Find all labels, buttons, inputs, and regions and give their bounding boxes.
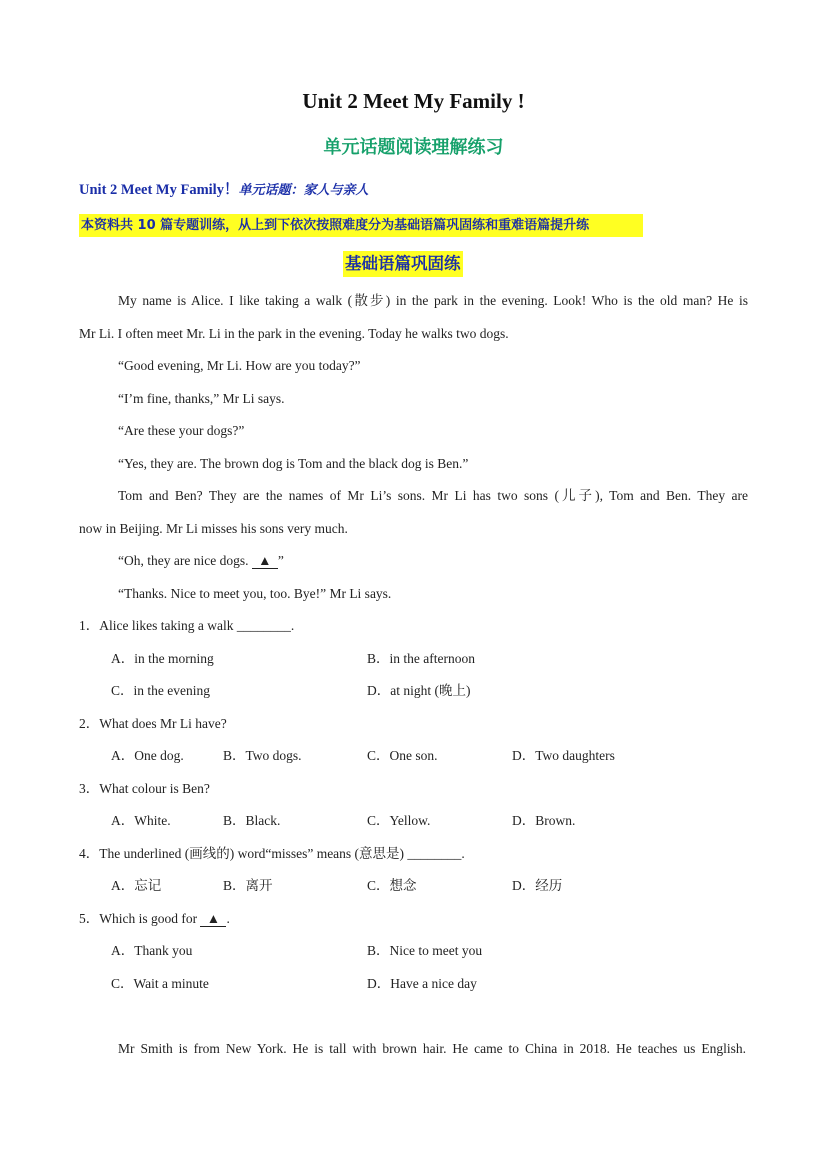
question-stem: 4．The underlined (画线的) word“misses” means (意思是) ________. xyxy=(79,846,465,861)
answer-blank[interactable]: ▲ xyxy=(200,912,226,927)
section-heading: 基础语篇巩固练 xyxy=(343,251,463,277)
document-subtitle: 单元话题阅读理解练习 xyxy=(323,137,504,158)
dialogue-line xyxy=(118,551,284,571)
option-b[interactable]: B．离开 xyxy=(223,878,273,893)
unit-topic-line xyxy=(79,178,368,199)
option-a[interactable]: A．Thank you xyxy=(111,943,193,958)
option-d[interactable]: D．Brown. xyxy=(512,813,576,828)
answer-blank[interactable]: ▲ xyxy=(252,554,278,569)
question-stem xyxy=(79,909,230,929)
option-d[interactable]: D．at night (晚上) xyxy=(367,683,471,698)
option-d[interactable]: D．Have a nice day xyxy=(367,976,477,991)
passage-line: Mr Li. I often meet Mr. Li in the park in the evening. Today he walks two dogs. xyxy=(79,326,509,341)
option-d[interactable]: D．Two daughters xyxy=(512,748,615,763)
dialogue-line: “I’m fine, thanks,” Mr Li says. xyxy=(118,391,285,406)
dialogue-line: “Are these your dogs?” xyxy=(118,423,245,438)
unit-topic-cn: 单元话题：家人与亲人 xyxy=(238,183,369,198)
unit-topic-en: Unit 2 Meet My Family！ xyxy=(79,182,239,198)
option-c[interactable]: C．想念 xyxy=(367,878,417,893)
option-d[interactable]: D．经历 xyxy=(512,878,563,893)
option-b[interactable]: B．Black. xyxy=(223,813,281,828)
dialogue-text: ” xyxy=(277,553,284,568)
highlighted-note: 本资料共 10 篇专题训练，从上到下依次按照难度分为基础语篇巩固练和重难语篇提升练 xyxy=(79,214,643,237)
dialogue-line: “Yes, they are. The brown dog is Tom and the black dog is Ben.” xyxy=(118,456,469,471)
question-text: . xyxy=(226,911,230,926)
passage-line: Mr Smith is from New York. He is tall with brown hair. He came to China in 2018. He teaches us English. xyxy=(118,1041,746,1056)
document-title: Unit 2 Meet My Family ! xyxy=(302,89,525,113)
option-a[interactable]: A．One dog. xyxy=(111,748,184,763)
question-stem: 3．What colour is Ben? xyxy=(79,781,210,796)
option-b[interactable]: B．in the afternoon xyxy=(367,651,475,666)
option-a[interactable]: A．忘记 xyxy=(111,878,162,893)
passage-line: Tom and Ben? They are the names of Mr Li’s sons. Mr Li has two sons (儿子), Tom and Ben. They are xyxy=(118,488,748,503)
option-c[interactable]: C．Yellow. xyxy=(367,813,431,828)
option-b[interactable]: B．Two dogs. xyxy=(223,748,302,763)
option-a[interactable]: A．in the morning xyxy=(111,651,214,666)
option-b[interactable]: B．Nice to meet you xyxy=(367,943,483,958)
option-c[interactable]: C．One son. xyxy=(367,748,438,763)
option-a[interactable]: A．White. xyxy=(111,813,171,828)
question-stem: 1．Alice likes taking a walk ________. xyxy=(79,618,295,633)
option-c[interactable]: C．in the evening xyxy=(111,683,210,698)
dialogue-text: “Oh, they are nice dogs. xyxy=(118,553,252,568)
dialogue-line: “Thanks. Nice to meet you, too. Bye!” Mr Li says. xyxy=(118,586,392,601)
question-stem: 2．What does Mr Li have? xyxy=(79,716,227,731)
question-text: 5．Which is good for xyxy=(79,911,201,926)
dialogue-line: “Good evening, Mr Li. How are you today?” xyxy=(118,358,361,373)
option-c[interactable]: C．Wait a minute xyxy=(111,976,209,991)
passage-line: now in Beijing. Mr Li misses his sons very much. xyxy=(79,521,348,536)
passage-line: My name is Alice. I like taking a walk (散步) in the park in the evening. Look! Who is the old man? He is xyxy=(118,293,748,308)
